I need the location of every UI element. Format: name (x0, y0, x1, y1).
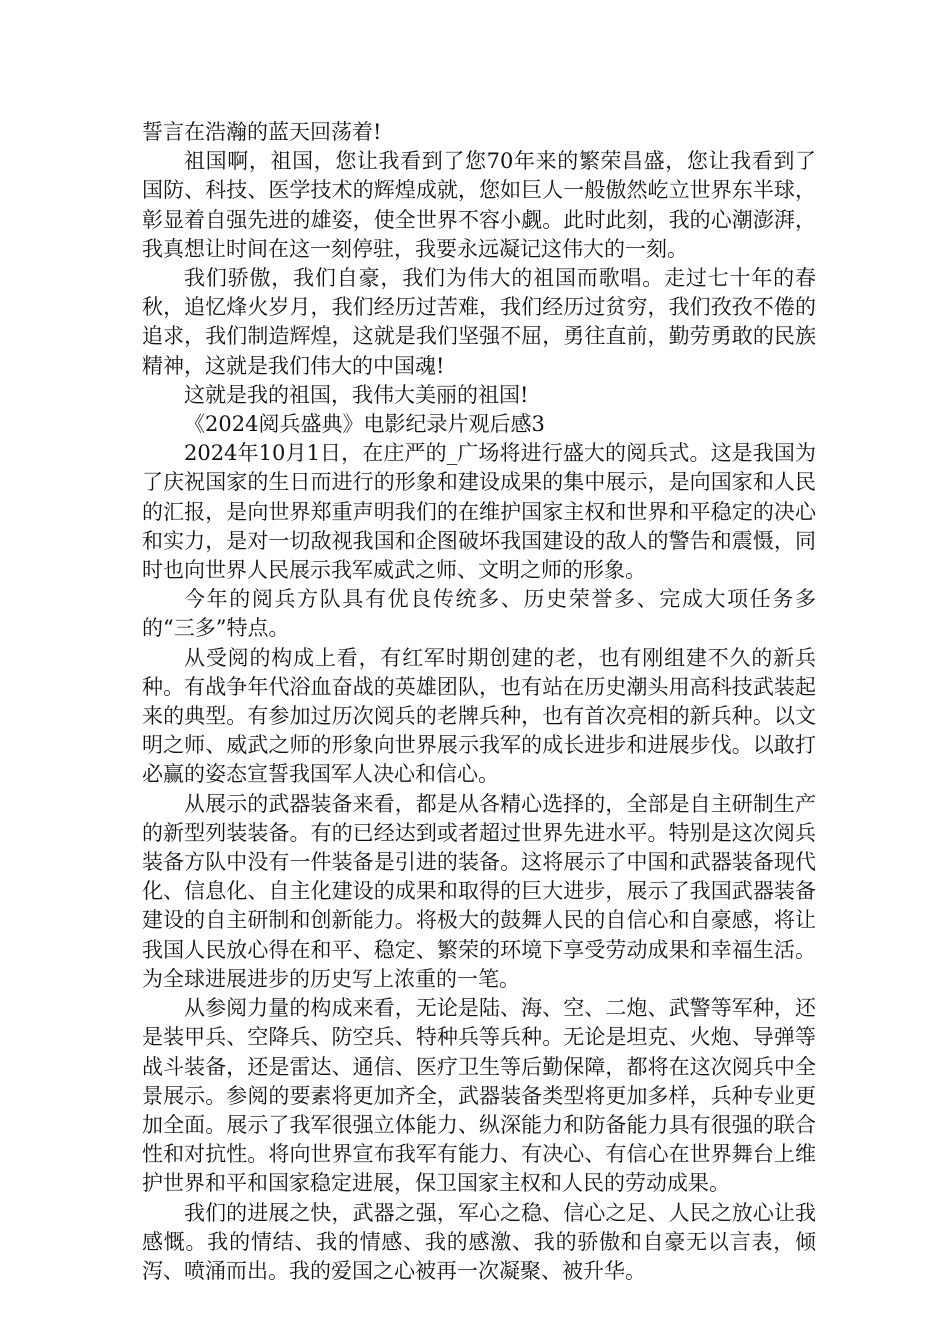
paragraph: 这就是我的祖国，我伟大美丽的祖国! (184, 382, 529, 407)
paragraph: 祖国啊，祖国，您让我看到了您70年来的繁荣昌盛，您让我看到了国防、科技、医学技术的辉煌成就，您如巨人一般傲然屹立世界东半球，彰显着自强先进的雄姿，使全世界不容小觑。此时此刻，我的心潮澎湃，我真想让时间在这一刻停驻，我要永远凝记这伟大的一刻。 (142, 149, 816, 261)
document-body (142, 118, 816, 1286)
paragraph: 2024年10月1日，在庄严的_广场将进行盛大的阅兵式。这是我国为了庆祝国家的生日而进行的形象和建设成果的集中展示，是向国家和人民的汇报，是向世界郑重声明我们的在维护国家主权和世界和平稳定的决心和实力，是对一切敌视我国和企图破坏我国建设的敌人的警告和震慑，同时也向世界人民展示我军威武之师、文明之师的形象。 (142, 441, 816, 583)
paragraph: 从展示的武器装备来看，都是从各精心选择的，全部是自主研制生产的新型列装装备。有的已经达到或者超过世界先进水平。特别是这次阅兵装备方队中没有一件装备是引进的装备。这将展示了中国和武器装备现代化、信息化、自主化建设的成果和取得的巨大进步，展示了我国武器装备建设的自主研制和创新能力。将极大的鼓舞人民的自信心和自豪感，将让我国人民放心得在和平、稳定、繁荣的环境下享受劳动成果和幸福生活。为全球进展进步的历史写上浓重的一笔。 (142, 791, 816, 991)
paragraph: 我们骄傲，我们自豪，我们为伟大的祖国而歌唱。走过七十年的春秋，追忆烽火岁月，我们经历过苦难，我们经历过贫穷，我们孜孜不倦的追求，我们制造辉煌，这就是我们坚强不屈，勇往直前，勤劳勇敢的民族精神，这就是我们伟大的中国魂! (142, 266, 816, 378)
paragraph: 今年的阅兵方队具有优良传统多、历史荣誉多、完成大项任务多的“三多”特点。 (142, 587, 816, 641)
paragraph: 誓言在浩瀚的蓝天回荡着! (142, 120, 382, 144)
section-heading: 《2024阅兵盛典》电影纪录片观后感3 (184, 412, 545, 437)
paragraph: 从参阅力量的构成来看，无论是陆、海、空、二炮、武警等军种，还是装甲兵、空降兵、防空兵、特种兵等兵种。无论是坦克、火炮、导弹等战斗装备，还是雷达、通信、医疗卫生等后勤保障，都将在这次阅兵中全景展示。参阅的要素将更加齐全，武器装备类型将更加多样，兵种专业更加全面。展示了我军很强立体能力、纵深能力和防备能力具有很强的联合性和对抗性。将向世界宣布我军有能力、有决心、有信心在世界舞台上维护世界和平和国家稳定进展，保卫国家主权和人民的劳动成果。 (142, 996, 816, 1196)
paragraph: 我们的进展之快，武器之强，军心之稳、信心之足、人民之放心让我感慨。我的情结、我的情感、我的感激、我的骄傲和自豪无以言表，倾泻、喷涌而出。我的爱国之心被再一次凝聚、被升华。 (142, 1200, 816, 1283)
paragraph: 从受阅的构成上看，有红军时期创建的老，也有刚组建不久的新兵种。有战争年代浴血奋战的英雄团队，也有站在历史潮头用高科技武装起来的典型。有参加过历次阅兵的老牌兵种，也有首次亮相的新兵种。以文明之师、威武之师的形象向世界展示我军的成长进步和进展步伐。以敢打必赢的姿态宣誓我国军人决心和信心。 (142, 645, 816, 787)
